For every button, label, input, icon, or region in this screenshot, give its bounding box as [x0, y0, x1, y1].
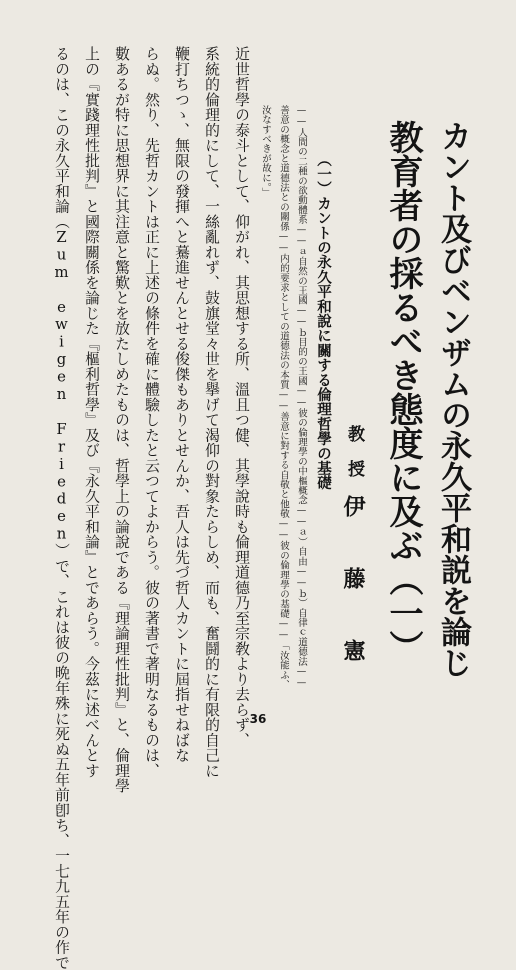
author-name: 伊藤憲	[340, 495, 366, 711]
body-text-line: らぬ。然り、先哲カントは正に上述の條件を確に體驗したと云つてよからう。彼の著書で著明なるものは、	[143, 46, 160, 778]
article-title-line-1: カント及びベンザムの永久平和説を論じ	[435, 120, 471, 678]
body-text-line: 鞭打ちつゝ、無限の發揮へと驀進せんとせる俊傑もありとせんか、吾人は先づ哲人カントに屆指せねばな	[173, 46, 190, 763]
section-heading: （一）カントの永久平和說に關する倫理哲學の基礎	[315, 152, 332, 491]
body-text-line: 近世哲學の泰斗として、仰がれ、其思想する所、溫且つ健、其學說時も倫理道德乃至宗敎より去らず、	[233, 46, 250, 748]
body-text-line: 系統的倫理的にして、一絲亂れず、鼓旗堂々世を擧げて渴仰の對象たらしめ、而も、奮鬪的に有限的自己に	[203, 46, 220, 778]
body-text-line: るのは、この永久平和論（Zum ewigen Frieden）で、これは彼の晩年殊に死ぬ五年前卽ち、一七九五年の作で	[53, 46, 70, 970]
page-number: 36	[249, 712, 267, 726]
summary-line-1: ——人間の二種の欲動體系——ａ自然の王國——ｂ目的の王國——彼の倫理學の中樞概念——ａ）自由——ｂ）自律ｃ道德法——	[296, 105, 307, 689]
author-title: 教授	[344, 425, 364, 495]
summary-line-3: 汝なすべきが故に。」	[260, 105, 271, 198]
summary-line-2: 善意の概念と道德法との關係——内的要求としての道德法の本質——善意に對する自敬と他敬——彼の倫理學の基礎——「汝能ふ、	[278, 105, 289, 690]
body-text-line: 上の『實踐理性批判』と國際關係を論じた『樞利哲學』及び『永久平和論』とであらう。今茲に述べんとす	[83, 46, 100, 778]
article-title-line-2: 教育者の採るべき態度に及ぶ（一）	[383, 120, 423, 664]
body-text-line: 數あるが特に思想界に其注意と驚歎とを放たしめたものは、哲學上の論說である『理論理性批判』と、倫理學	[113, 46, 130, 794]
